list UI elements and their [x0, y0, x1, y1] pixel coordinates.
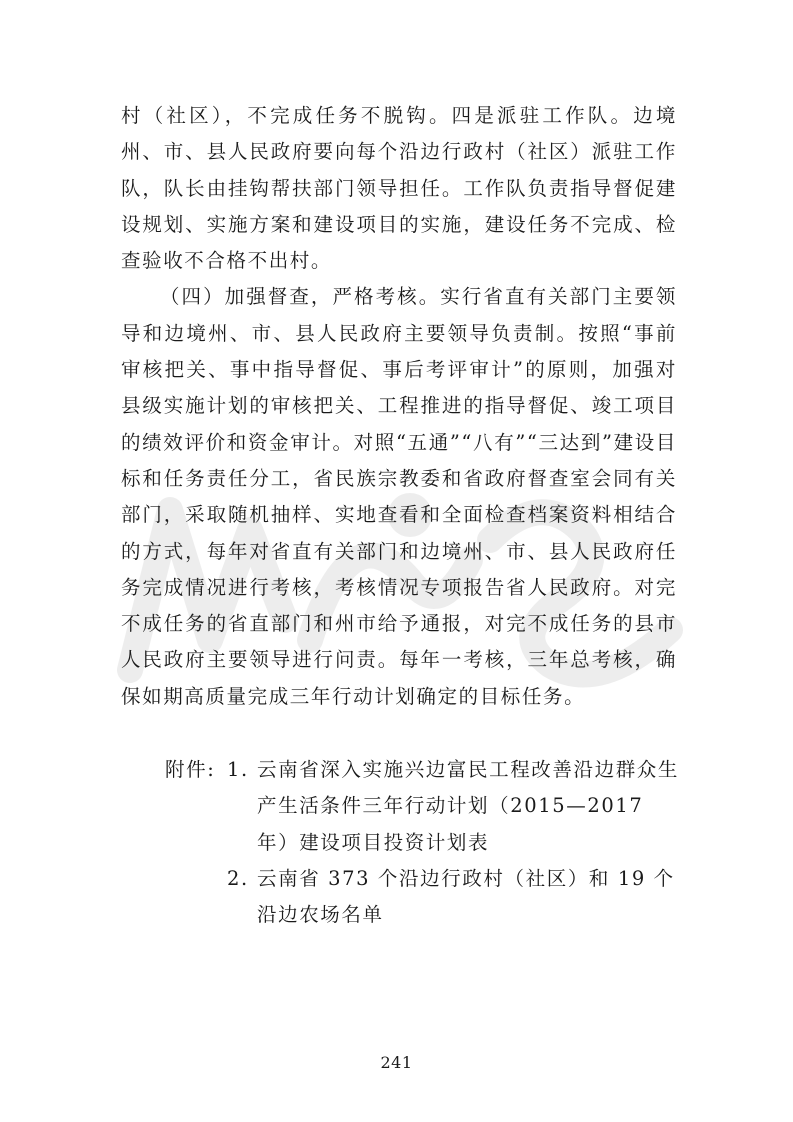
attachment-title: 云南省深入实施兴边富民工程改善沿边群众生产生活条件三年行动计划（2015—2017 年）建设项目投资计划表	[257, 758, 680, 854]
body-paragraph: 村（社区），不完成任务不脱钩。四是派驻工作队。边境州、市、县人民政府要向每个沿边行政村（社区）派驻工作队，队长由挂钩帮扶部门领导担任。工作队负责指导督促建设规划、实施方案和建设项目的实施，建设任务不完成、检查验收不合格不出村。	[121, 104, 677, 273]
body-text	[121, 98, 677, 715]
attachment-title: 云南省 373 个沿边行政村（社区）和 19 个沿边农场名单	[257, 866, 675, 927]
body-paragraph-inspection: （四）加强督查，严格考核。实行省直有关部门主要领导和边境州、市、县人民政府主要领导负责制。按照“事前审核把关、事中指导督促、事后考评审计”的原则，加强对县级实施计划的审核把关、工程推进的指导督促、竣工项目的绩效评价和资金审计。对照“五通”“八有”“三达到”建设目标和任务责任分工，省民族宗教委和省政府督查室会同有关部门，采取随机抽样、实地查看和全面检查档案资料相结合的方式，每年对省直有关部门和边境州、市、县人民政府任务完成情况进行考核，考核情况专项报告省人民政府。对完不成任务的省直部门和州市给予通报，对完不成任务的县市人民政府主要领导进行问责。每年一考核，三年总考核，确保如期高质量完成三年行动计划确定的目标任务。	[121, 285, 677, 708]
attachment-number: 1.	[227, 758, 249, 781]
page-number: 241	[380, 1053, 413, 1072]
attachment-item	[165, 861, 680, 934]
attachment-item	[165, 752, 680, 861]
attachments-list	[165, 752, 680, 933]
attachments-label: 附件:	[165, 758, 216, 781]
attachment-number: 2.	[227, 866, 249, 890]
